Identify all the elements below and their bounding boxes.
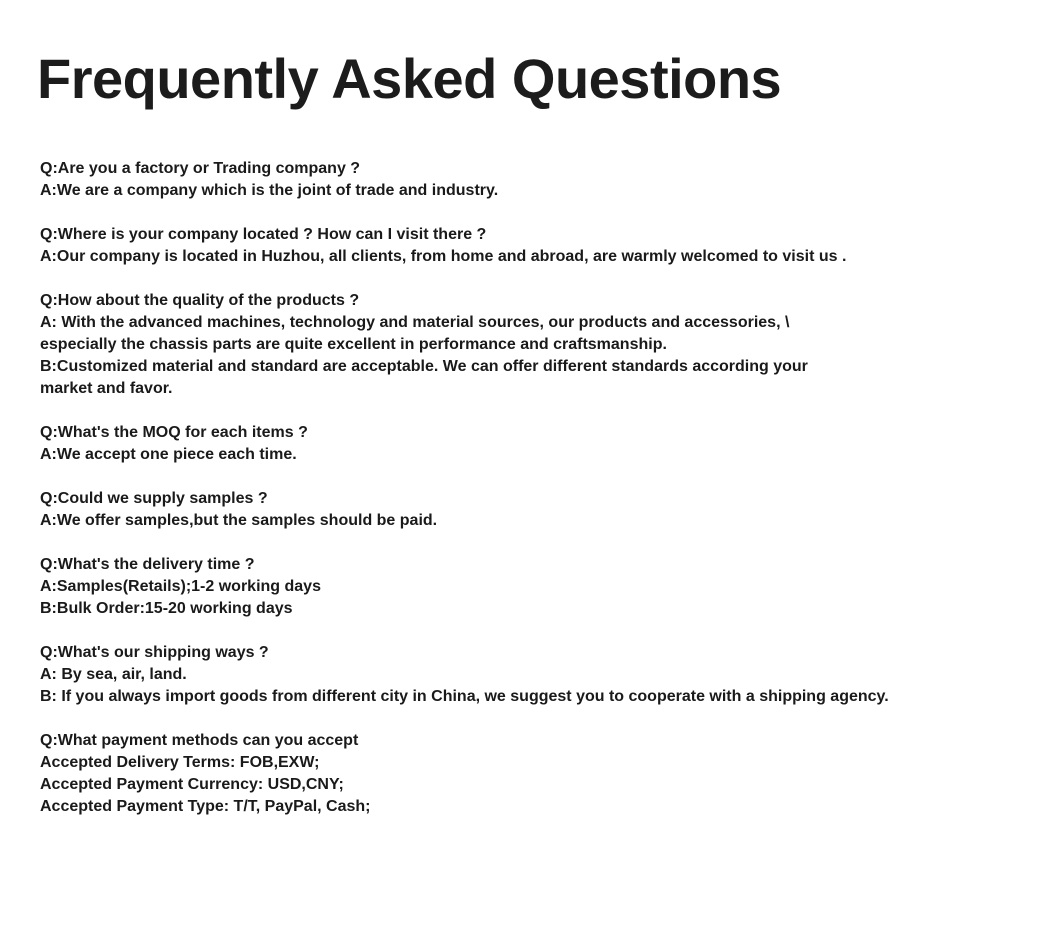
faq-block-factory-or-trading [40, 158, 1050, 202]
faq-block-product-quality [40, 290, 1050, 400]
faq-answer: B:Customized material and standard are acceptable. We can offer different standards according your [40, 358, 808, 375]
faq-answer: A:We offer samples,but the samples should be paid. [40, 512, 438, 529]
faq-block-samples [40, 488, 1050, 532]
faq-answer: A:We are a company which is the joint of trade and industry. [40, 182, 499, 199]
page-title: Frequently Asked Questions [37, 47, 782, 110]
faq-block-moq [40, 422, 1050, 466]
faq-answer: A: By sea, air, land. [40, 666, 187, 683]
faq-question: Q:Are you a factory or Trading company ? [40, 160, 361, 177]
faq-list [0, 158, 1060, 818]
faq-answer: B:Bulk Order:15-20 working days [40, 600, 293, 617]
faq-answer: A:Our company is located in Huzhou, all clients, from home and abroad, are warmly welcomed to visit us . [40, 248, 847, 265]
faq-question: Q:What's our shipping ways ? [40, 644, 269, 661]
faq-block-payment-methods [40, 730, 1050, 818]
faq-answer: A:Samples(Retails);1-2 working days [40, 578, 321, 595]
faq-answer: especially the chassis parts are quite excellent in performance and craftsmanship. [40, 336, 667, 353]
faq-block-company-location [40, 224, 1050, 268]
faq-block-delivery-time [40, 554, 1050, 620]
faq-question: Q:How about the quality of the products ? [40, 292, 360, 309]
faq-answer: A:We accept one piece each time. [40, 446, 297, 463]
faq-answer: Accepted Payment Currency: USD,CNY; [40, 776, 344, 793]
faq-question: Q:Where is your company located ? How can I visit there ? [40, 226, 487, 243]
faq-question: Q:What payment methods can you accept [40, 732, 359, 749]
faq-block-shipping-ways [40, 642, 1050, 708]
faq-question: Q:What's the MOQ for each items ? [40, 424, 308, 441]
faq-answer: Accepted Delivery Terms: FOB,EXW; [40, 754, 320, 771]
faq-question: Q:What's the delivery time ? [40, 556, 255, 573]
faq-question: Q:Could we supply samples ? [40, 490, 268, 507]
faq-answer: B: If you always import goods from different city in China, we suggest you to cooperate with a shipping agency. [40, 688, 889, 705]
faq-answer: Accepted Payment Type: T/T, PayPal, Cash; [40, 798, 371, 815]
faq-answer: A: With the advanced machines, technology and material sources, our products and accessories, \ [40, 314, 790, 331]
faq-answer: market and favor. [40, 380, 173, 397]
